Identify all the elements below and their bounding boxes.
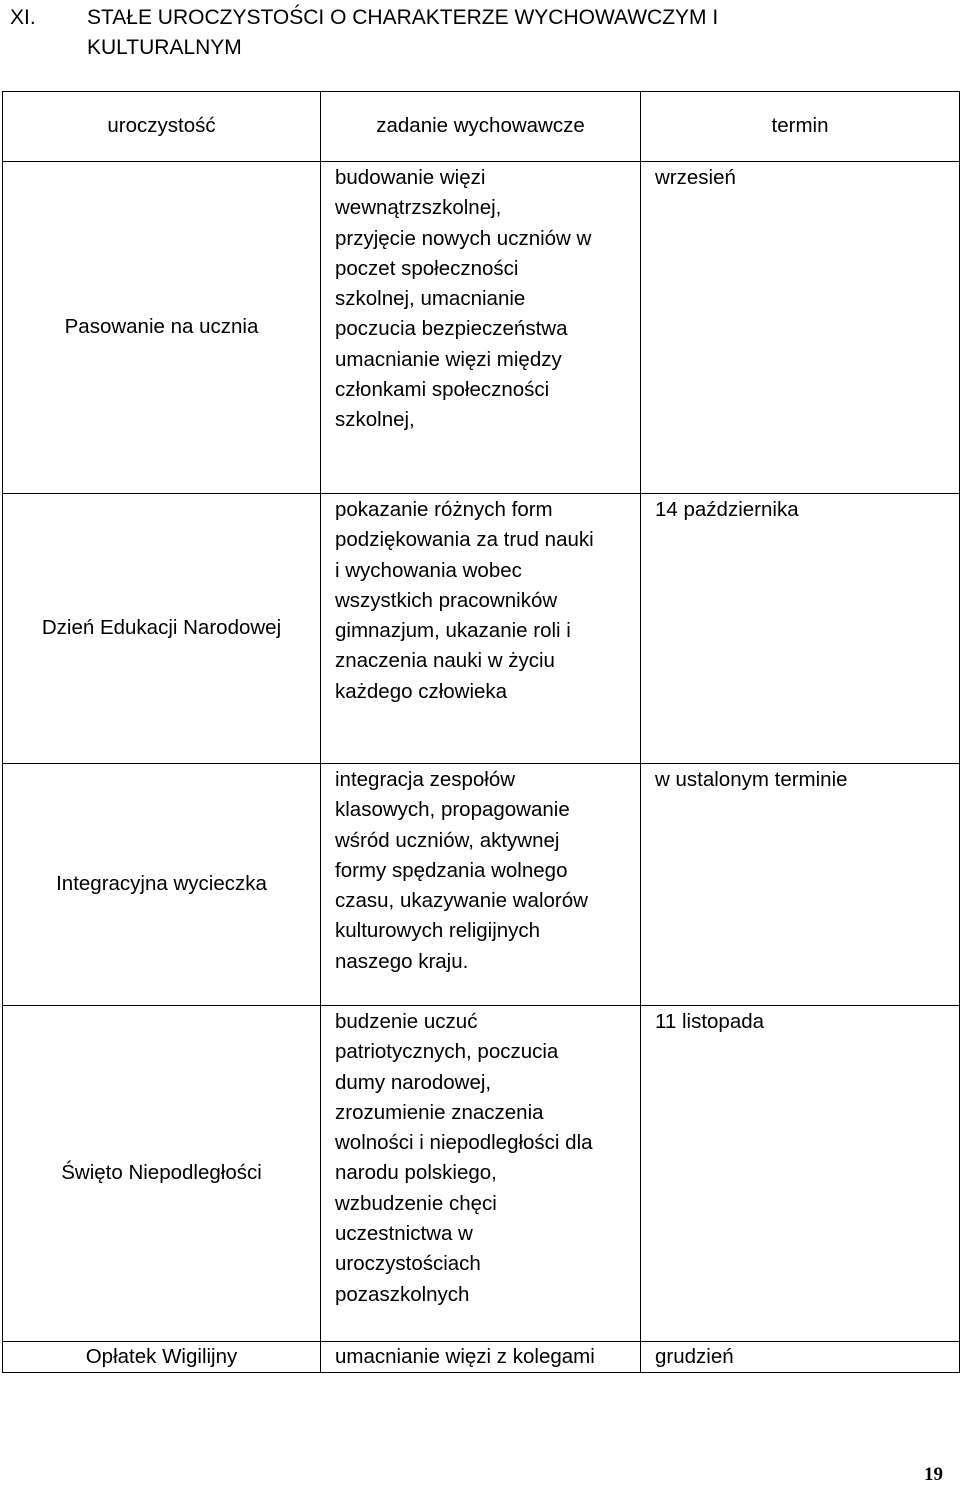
task-line: pozaszkolnych — [335, 1282, 470, 1306]
task-line: znaczenia nauki w życiu — [335, 649, 555, 673]
task-line: wolności i niepodległości dla — [335, 1131, 593, 1155]
task-line: formy spędzania wolnego — [335, 858, 568, 882]
task-line: i wychowania wobec — [335, 558, 522, 582]
task-line: podziękowania za trud nauki — [335, 528, 594, 552]
task-line: wśród uczniów, aktywnej — [335, 828, 560, 852]
task-line: dumy narodowej, — [335, 1070, 492, 1094]
task-line: poczucia bezpieczeństwa — [335, 317, 568, 341]
table-row — [3, 1006, 960, 1342]
task-line: szkolnej, — [335, 408, 415, 432]
event-cell: Integracyjna wycieczka — [3, 764, 321, 1006]
task-line: szkolnej, umacnianie — [335, 287, 526, 311]
header-term: termin — [641, 92, 960, 162]
term-cell: grudzień — [641, 1342, 960, 1373]
table-row — [3, 1342, 960, 1373]
section-title: STAŁE UROCZYSTOŚCI O CHARAKTERZE WYCHOWAWCZYM I KULTURALNYM — [87, 6, 719, 59]
task-cell — [321, 1342, 641, 1373]
task-line: umacnianie więzi między — [335, 347, 562, 371]
task-line: wszystkich pracowników — [335, 588, 558, 612]
task-cell — [321, 162, 641, 494]
section-number: XI. — [10, 6, 36, 29]
task-cell — [321, 494, 641, 764]
task-line: wewnątrzszkolnej, — [335, 196, 502, 220]
task-line: uroczystościach — [335, 1252, 481, 1276]
page-number: 19 — [924, 1464, 943, 1485]
table-row — [3, 764, 960, 1006]
event-cell: Dzień Edukacji Narodowej — [3, 494, 321, 764]
term-cell: 14 października — [641, 494, 960, 764]
task-line: patriotycznych, poczucia — [335, 1040, 559, 1064]
term-cell: w ustalonym terminie — [641, 764, 960, 1006]
term-cell: wrzesień — [641, 162, 960, 494]
task-line: kulturowych religijnych — [335, 919, 541, 943]
task-line: integracja zespołów — [335, 768, 516, 791]
task-line: czasu, ukazywanie walorów — [335, 889, 588, 913]
term-cell: 11 listopada — [641, 1006, 960, 1342]
ceremonies-table — [2, 91, 960, 1373]
event-cell: Opłatek Wigilijny — [3, 1342, 321, 1373]
task-line: zrozumienie znaczenia — [335, 1100, 544, 1124]
task-line: każdego człowieka — [335, 679, 508, 703]
table-row — [3, 494, 960, 764]
table-row — [3, 162, 960, 494]
task-line: klasowych, propagowanie — [335, 798, 570, 822]
event-cell: Święto Niepodległości — [3, 1006, 321, 1342]
task-line: wzbudzenie chęci — [335, 1191, 497, 1215]
task-line: budowanie więzi — [335, 166, 486, 189]
task-line: pokazanie różnych form — [335, 498, 553, 521]
task-line: umacnianie więzi z kolegami — [335, 1345, 595, 1368]
task-line: narodu polskiego, — [335, 1161, 497, 1185]
task-line: poczet społeczności — [335, 256, 519, 280]
task-cell — [321, 1006, 641, 1342]
header-task: zadanie wychowawcze — [321, 92, 641, 162]
task-line: przyjęcie nowych uczniów w — [335, 226, 592, 250]
task-line: członkami społeczności — [335, 378, 550, 402]
event-cell: Pasowanie na ucznia — [3, 162, 321, 494]
table-header-row — [3, 92, 960, 162]
task-line: naszego kraju. — [335, 949, 469, 973]
task-line: gimnazjum, ukazanie roli i — [335, 619, 571, 643]
task-line: uczestnictwa w — [335, 1222, 473, 1246]
task-cell — [321, 764, 641, 1006]
task-line: budzenie uczuć — [335, 1010, 478, 1033]
header-event: uroczystość — [3, 92, 321, 162]
